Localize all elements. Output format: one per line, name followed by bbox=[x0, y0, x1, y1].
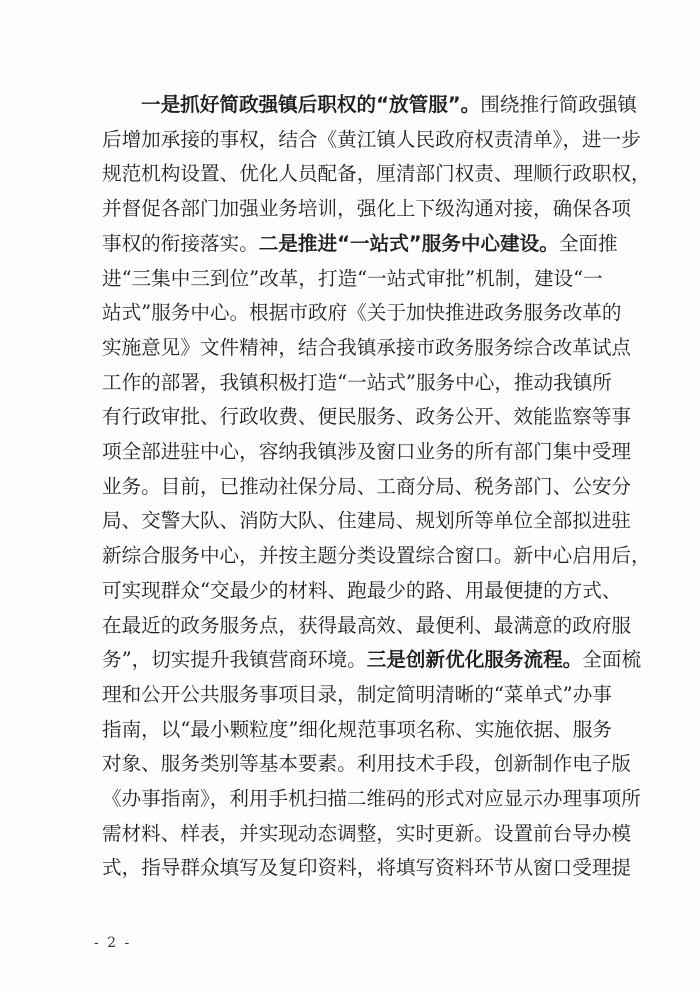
text-line bbox=[102, 713, 612, 747]
text-segment: 对象、服务类别等基本要素。利用技术手段，创新制作电子版 bbox=[102, 752, 632, 776]
text-segment: 规范机构设置、优化人员配备，厘清部门权责、理顺行政职权， bbox=[102, 162, 651, 186]
text-line bbox=[102, 296, 622, 330]
text-segment: 进“三集中三到位”改革，打造“一站式审批”机制，建设“一 bbox=[102, 266, 603, 290]
bold-heading-segment: 二是推进“一站式”服务中心建设。 bbox=[258, 231, 559, 255]
page-number: - 2 - bbox=[94, 935, 132, 951]
text-line bbox=[102, 123, 641, 157]
text-segment: 指南，以“最小颗粒度”细化规范事项名称、实施依据、服务 bbox=[102, 717, 612, 741]
bold-heading-segment: 一是抓好简政强镇后职权的“放管服”。 bbox=[141, 93, 481, 116]
text-segment: 后增加承接的事权，结合《黄江镇人民政府权责清单》，进一步 bbox=[102, 127, 641, 151]
text-line bbox=[102, 609, 632, 643]
text-segment: 《办事指南》，利用手机扫描二维码的形式对应显示办理事项所 bbox=[102, 787, 641, 810]
text-line bbox=[102, 331, 632, 365]
text-line bbox=[102, 574, 622, 608]
text-segment: 事权的衔接落实。 bbox=[102, 231, 259, 255]
text-line bbox=[102, 227, 618, 261]
text-segment: 务”，切实提升我镇营商环境。 bbox=[102, 648, 367, 672]
text-line bbox=[102, 747, 632, 781]
text-segment: 全面推 bbox=[558, 231, 618, 255]
text-line bbox=[102, 262, 602, 296]
text-segment: 并督促各部门加强业务培训，强化上下级沟通对接，确保各项 bbox=[102, 197, 632, 221]
text-segment: 围绕推行简政强镇 bbox=[480, 93, 638, 116]
text-segment: 工作的部署，我镇积极打造“一站式”服务中心，推动我镇所 bbox=[102, 370, 612, 394]
text-line bbox=[102, 435, 632, 469]
text-segment: 需材料、样表，并实现动态调整，实时更新。设置前台导办模 bbox=[102, 821, 632, 845]
text-line bbox=[102, 817, 632, 851]
text-line bbox=[102, 470, 632, 504]
text-segment: 实施意见》文件精神，结合我镇承接市政务服务综合改革试点 bbox=[102, 335, 632, 359]
text-segment: 理和公开公共服务事项目录，制定简明清晰的“菜单式”办事 bbox=[102, 682, 612, 706]
text-line bbox=[102, 851, 632, 885]
text-line bbox=[102, 678, 612, 712]
text-segment: 在最近的政务服务点，获得最高效、最便利、最满意的政府服 bbox=[102, 613, 632, 637]
text-segment: 局、交警大队、消防大队、住建局、规划所等单位全部拟进驻 bbox=[102, 509, 632, 533]
text-segment: 可实现群众“交最少的材料、跑最少的路、用最便捷的方式、 bbox=[102, 578, 622, 602]
text-segment: 式，指导群众填写及复印资料，将填写资料环节从窗口受理提 bbox=[102, 856, 632, 880]
text-line bbox=[102, 366, 612, 400]
text-segment: 业务。目前，已推动社保分局、工商分局、税务部门、公安分 bbox=[102, 474, 632, 498]
text-line bbox=[102, 782, 641, 816]
text-line bbox=[141, 88, 638, 122]
text-line bbox=[102, 192, 632, 226]
text-segment: 项全部进驻中心，容纳我镇涉及窗口业务的所有部门集中受理 bbox=[102, 440, 632, 463]
text-segment: 站式”服务中心。根据市政府《关于加快推进政务服务改革的 bbox=[102, 301, 622, 325]
text-line bbox=[102, 400, 632, 434]
bold-heading-segment: 三是创新优化服务流程。 bbox=[366, 648, 583, 672]
text-segment: 全面梳 bbox=[582, 648, 642, 672]
text-segment: 新综合服务中心，并按主题分类设置综合窗口。新中心启用后， bbox=[102, 544, 651, 568]
text-segment: 有行政审批、行政收费、便民服务、政务公开、效能监察等事 bbox=[102, 405, 632, 429]
text-line bbox=[102, 157, 651, 191]
text-line bbox=[102, 539, 651, 573]
text-line bbox=[102, 643, 642, 677]
text-line bbox=[102, 504, 632, 538]
